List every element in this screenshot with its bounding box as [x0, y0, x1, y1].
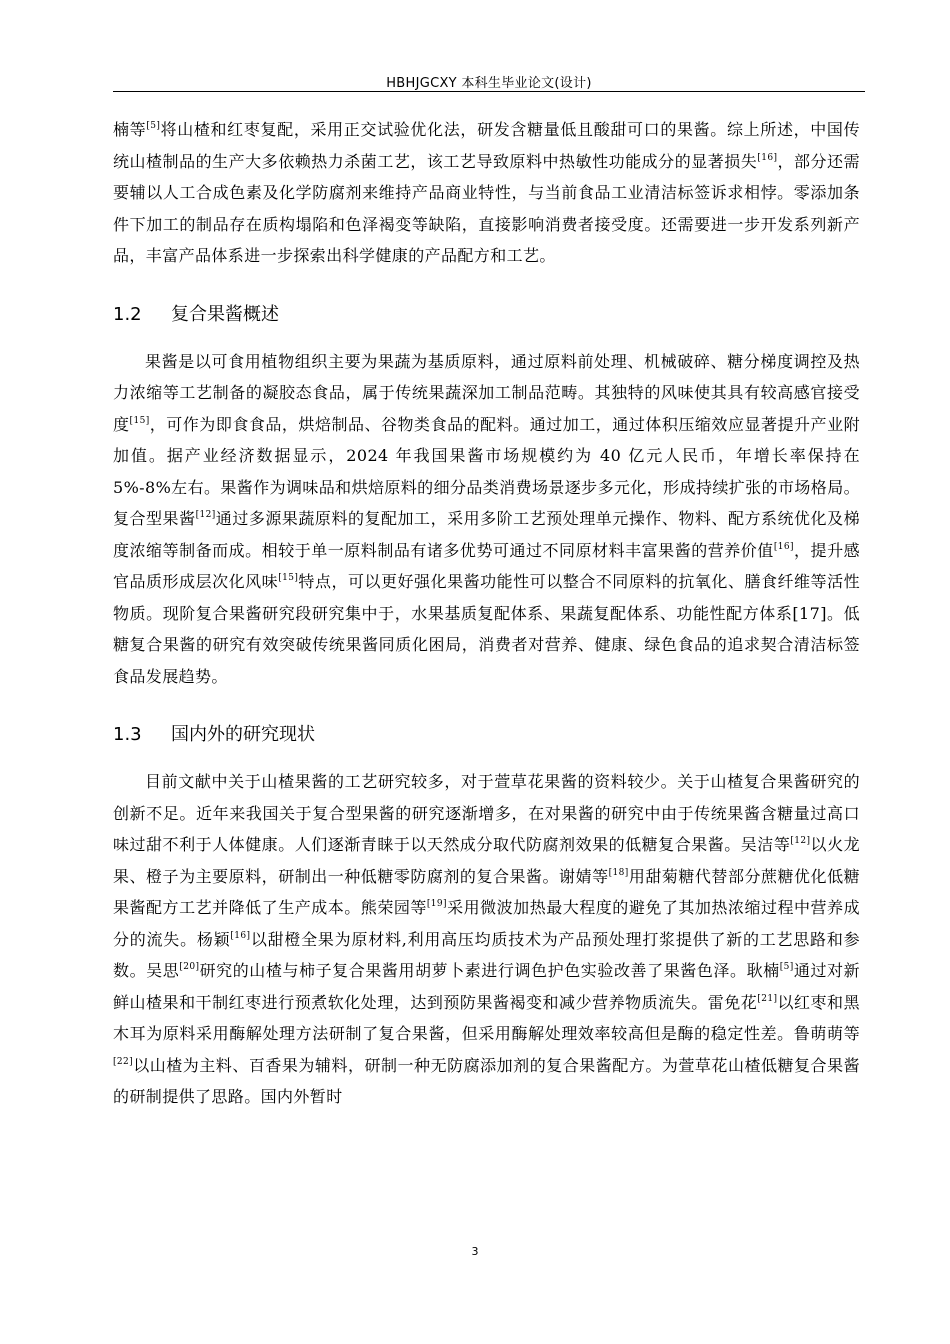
citation: [5]	[146, 121, 161, 131]
citation: [12]	[195, 510, 216, 520]
paragraph-research-status: 目前文献中关于山楂果酱的工艺研究较多，对于萱草花果酱的资料较少。关于山楂复合果酱研究的创新不足。近年来我国关于复合型果酱的研究逐渐增多，在对果酱的研究中由于传统果酱含糖量过高口味过甜不利于人体健康。人们逐渐青睐于以天然成分取代防腐剂效果的低糖复合果酱。吴洁等[12]以火龙果、橙子为主要原料，研制出一种低糖零防腐剂的复合果酱。谢婧等[18]用甜菊糖代替部分蔗糖优化低糖果酱配方工艺并降低了生产成本。熊荣园等[19]采用微波加热最大程度的避免了其加热浓缩过程中营养成分的流失。杨颖[16]以甜橙全果为原材料,利用高压均质技术为产品预处理打浆提供了新的工艺思路和参数。吴思[20]研究的山楂与柿子复合果酱用胡萝卜素进行调色护色实验改善了果酱色泽。耿楠[5]通过对新鲜山楂果和干制红枣进行预煮软化处理，达到预防果酱褐变和减少营养物质流失。雷免花[21]以红枣和黑木耳为原料采用酶解处理方法研制了复合果酱，但采用酶解处理效率较高但是酶的稳定性差。鲁萌萌等[22]以山楂为主料、百香果为辅料，研制一种无防腐添加剂的复合果酱配方。为萱草花山楂低糖复合果酱的研制提供了思路。国内外暂时	[113, 772, 861, 1106]
citation: [16]	[757, 152, 778, 163]
citation: [15]	[278, 573, 299, 583]
header-rule	[113, 91, 865, 92]
section-number: 1.2	[113, 303, 142, 325]
section-heading-1-2	[113, 300, 860, 330]
citation: [18]	[608, 867, 629, 878]
citation: [20]	[179, 962, 200, 972]
citation: [16]	[230, 930, 251, 941]
citation: [5]	[779, 962, 794, 972]
section-title: 国内外的研究现状	[171, 724, 315, 745]
citation: [21]	[757, 993, 778, 1004]
citation: [22]	[113, 1056, 134, 1067]
section-number: 1.3	[113, 724, 142, 745]
page-header: HBHJGCXY 本科生毕业论文(设计)	[386, 76, 592, 91]
citation: [15]	[129, 415, 150, 426]
paragraph-intro-continued: 楠等[5]将山楂和红枣复配，采用正交试验优化法，研发含糖量低且酸甜可口的果酱。综上所述，中国传统山楂制品的生产大多依赖热力杀菌工艺，该工艺导致原料中热敏性功能成分的显著损失[16]，部分还需要辅以人工合成色素及化学防腐剂来维持产品商业特性，与当前食品工业清洁标签诉求相悖。零添加条件下加工的制品存在质构塌陷和色泽褐变等缺陷，直接影响消费者接受度。还需要进一步开发系列新产品，丰富产品体系进一步探索出科学健康的产品配方和工艺。	[113, 120, 860, 265]
citation: [19]	[426, 899, 447, 909]
section-heading-1-3	[113, 720, 860, 750]
citation: [16]	[773, 541, 794, 552]
citation: [12]	[790, 836, 811, 846]
page-number: 3	[471, 1245, 479, 1258]
page-content	[113, 114, 860, 1113]
section-title: 复合果酱概述	[171, 303, 279, 325]
paragraph-compound-jam-overview: 果酱是以可食用植物组织主要为果蔬为基质原料，通过原料前处理、机械破碎、糖分梯度调控及热力浓缩等工艺制备的凝胶态食品，属于传统果蔬深加工制品范畴。其独特的风味使其具有较高感官接受度[15]，可作为即食食品，烘焙制品、谷物类食品的配料。通过加工，通过体积压缩效应显著提升产业附加值。据产业经济数据显示，2024 年我国果酱市场规模约为 40 亿元人民币，年增长率保持在 5%-8%左右。果酱作为调味品和烘焙原料的细分品类消费场景逐步多元化，形成持续扩张的市场格局。复合型果酱[12]通过多源果蔬原料的复配加工，采用多阶工艺预处理单元操作、物料、配方系统优化及梯度浓缩等制备而成。相较于单一原料制品有诸多优势可通过不同原材料丰富果酱的营养价值[16]，提升感官品质形成层次化风味[15]特点，可以更好强化果酱功能性可以整合不同原料的抗氧化、膳食纤维等活性物质。现阶复合果酱研究段研究集中于，水果基质复配体系、果蔬复配体系、功能性配方体系[17]。低糖复合果酱的研究有效突破传统果酱同质化困局，消费者对营养、健康、绿色食品的追求契合清洁标签食品发展趋势。	[113, 351, 861, 686]
